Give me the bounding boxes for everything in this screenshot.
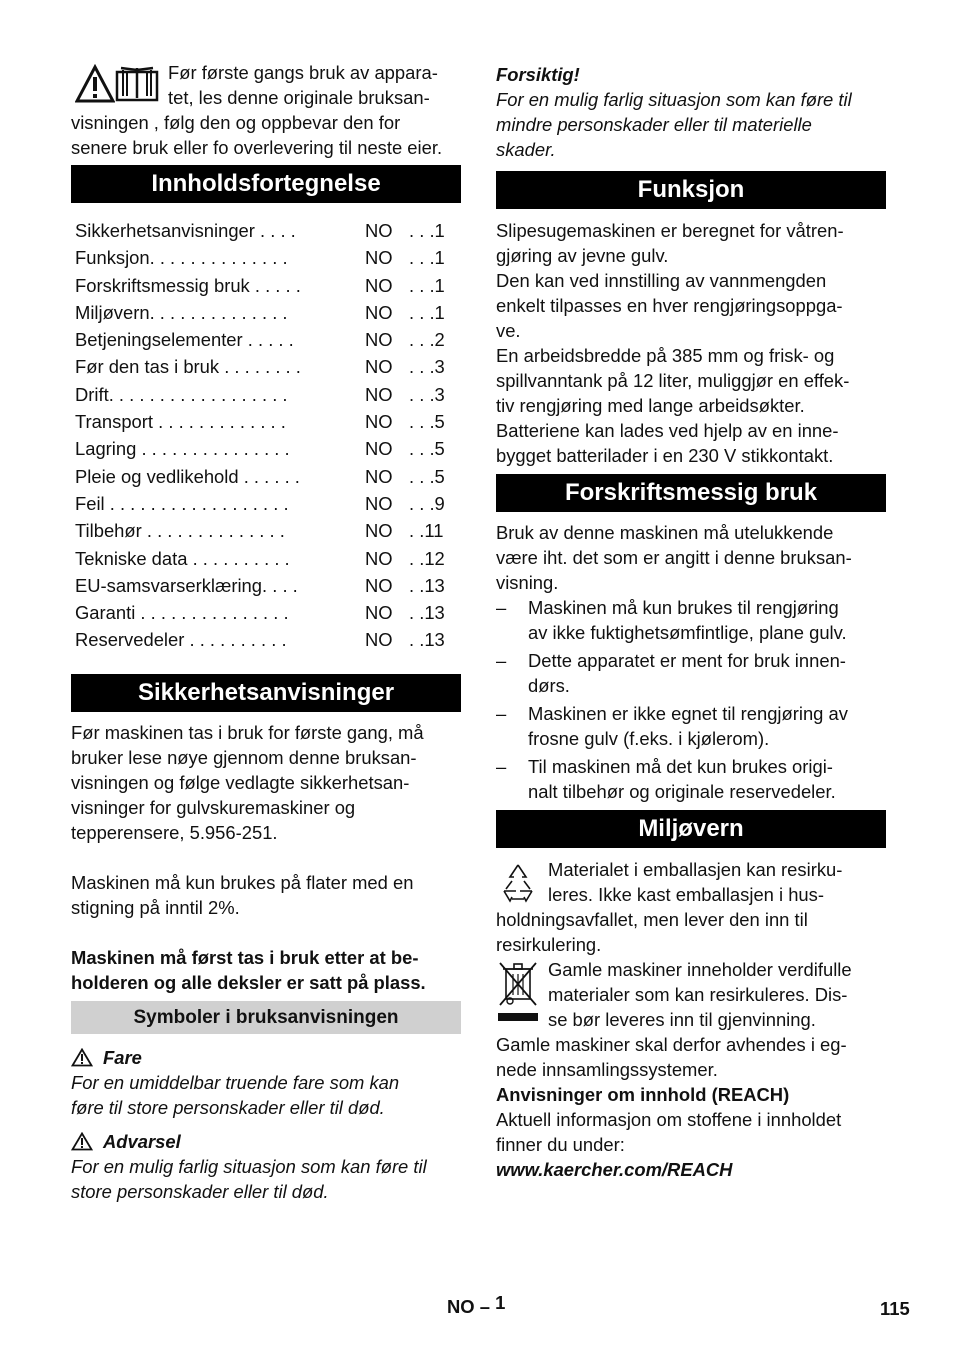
toc-entry-page: . .11 bbox=[409, 520, 444, 542]
footer-section: NO bbox=[447, 1296, 475, 1317]
intro-line-4: senere bruk eller fo overlevering til neste eier. bbox=[71, 137, 443, 158]
toc-entry-title: Forskriftsmessig bruk . . . . . bbox=[75, 274, 301, 296]
toc-entry-page: . . .1 bbox=[409, 274, 445, 296]
toc-entry-lang: NO bbox=[365, 247, 393, 269]
toc-entry-lang: NO bbox=[365, 602, 393, 624]
proper-use-text bbox=[496, 520, 886, 807]
toc-entry[interactable] bbox=[75, 517, 461, 544]
text-line: leres. Ikke kast emballasjen i hus- bbox=[548, 884, 824, 905]
toc-entry-lang: NO bbox=[365, 465, 393, 487]
environment-heading: Miljøvern bbox=[496, 810, 886, 848]
text-line: Gamle maskiner skal derfor avhendes i eg- bbox=[496, 1034, 847, 1055]
danger-block bbox=[71, 1045, 461, 1120]
toc-entry-title: Funksjon. . . . . . . . . . . . . . bbox=[75, 247, 288, 269]
text-line: tepperensere, 5.956-251. bbox=[71, 822, 278, 843]
text-line: Maskinen må kun brukes på flater med en bbox=[71, 872, 414, 893]
safety-paragraph-1 bbox=[71, 720, 461, 845]
text-line: resirkulering. bbox=[496, 934, 602, 955]
safety-paragraph-3 bbox=[71, 945, 461, 995]
text-line: Den kan ved innstilling av vannmengden bbox=[496, 270, 827, 291]
toc-entry[interactable] bbox=[75, 381, 461, 408]
text-line: Bruk av denne maskinen må utelukkende bbox=[496, 522, 834, 543]
list-item bbox=[496, 754, 886, 804]
toc-entry-title: Reservedeler . . . . . . . . . . bbox=[75, 629, 287, 651]
footer-page-number: 115 bbox=[880, 1298, 910, 1319]
toc-entry[interactable] bbox=[75, 353, 461, 380]
toc-entry-page: . .13 bbox=[409, 629, 445, 651]
text-line: bruker lese nøye gjennom denne bruksan- bbox=[71, 747, 417, 768]
text-line: mindre personskader eller til materielle bbox=[496, 114, 812, 135]
text-line: enkelt tilpasses en hver rengjøringsoppga- bbox=[496, 295, 843, 316]
warning-triangle-icon bbox=[71, 1132, 93, 1151]
toc-entry[interactable] bbox=[75, 326, 461, 353]
toc-entry-title: Transport . . . . . . . . . . . . . bbox=[75, 411, 286, 433]
text-line: visninger for gulvskuremaskiner og bbox=[71, 797, 356, 818]
toc-entry-lang: NO bbox=[365, 411, 393, 433]
function-heading: Funksjon bbox=[496, 171, 886, 209]
list-item-line: Maskinen må kun brukes til rengjøring bbox=[528, 597, 839, 618]
symbols-subheading: Symboler i bruksanvisningen bbox=[71, 1001, 461, 1034]
list-item-line: Dette apparatet er ment for bruk innen- bbox=[528, 650, 846, 671]
text-line: være iht. det som er angitt i denne bruksan- bbox=[496, 547, 852, 568]
toc-entry-title: Feil . . . . . . . . . . . . . . . . . . bbox=[75, 492, 289, 514]
text-line: store personskader eller til død. bbox=[71, 1181, 329, 1202]
list-item-line: nalt tilbehør og originale reservedeler. bbox=[528, 781, 836, 802]
toc-entry[interactable] bbox=[75, 408, 461, 435]
list-item bbox=[496, 701, 886, 751]
footer-local-page: 1 bbox=[495, 1292, 506, 1313]
toc-entry-title: Pleie og vedlikehold . . . . . . bbox=[75, 465, 300, 487]
text-line: tiv rengjøring med lange arbeidsøkter. bbox=[496, 395, 805, 416]
toc-entry-title: Betjeningselementer . . . . . bbox=[75, 329, 294, 351]
toc-entry-lang: NO bbox=[365, 438, 393, 460]
intro-line-3: visningen , følg den og oppbevar den for bbox=[71, 112, 401, 133]
text-line: Materialet i emballasjen kan resirku- bbox=[548, 859, 843, 880]
text-line: For en mulig farlig situasjon som kan føre til bbox=[496, 89, 852, 110]
toc-entry-lang: NO bbox=[365, 574, 393, 596]
toc-entry-page: . . .5 bbox=[409, 465, 445, 487]
toc-entry-page: . . .9 bbox=[409, 492, 445, 514]
toc-entry-title: Miljøvern. . . . . . . . . . . . . . bbox=[75, 301, 288, 323]
recycle-block bbox=[496, 857, 886, 957]
text-line: holdningsavfallet, men lever den inn til bbox=[496, 909, 808, 930]
reach-title: Anvisninger om innhold (REACH) bbox=[496, 1084, 790, 1105]
weee-block bbox=[496, 957, 886, 1082]
toc-entry[interactable] bbox=[75, 545, 461, 572]
toc-entry-page: . . .5 bbox=[409, 438, 445, 460]
text-line: Før maskinen tas i bruk for første gang, må bbox=[71, 722, 424, 743]
toc-entry-page: . . .1 bbox=[409, 220, 445, 241]
manual-book-icon bbox=[115, 64, 159, 104]
proper-use-heading: Forskriftsmessig bruk bbox=[496, 474, 886, 512]
toc-entry[interactable] bbox=[75, 244, 461, 271]
caution-label: Forsiktig! bbox=[496, 64, 580, 85]
recycle-icon bbox=[496, 861, 540, 905]
list-item bbox=[496, 595, 886, 645]
footer-section-label bbox=[447, 1292, 506, 1318]
caution-text bbox=[496, 87, 886, 162]
toc-entry[interactable] bbox=[75, 299, 461, 326]
list-item-line: Maskinen er ikke egnet til rengjøring av bbox=[528, 703, 848, 724]
list-dash: – bbox=[496, 756, 507, 777]
toc-entry-lang: NO bbox=[365, 383, 393, 405]
toc-entry[interactable] bbox=[75, 435, 461, 462]
warning-block bbox=[71, 1129, 461, 1204]
toc-entry-title: Tekniske data . . . . . . . . . . bbox=[75, 547, 290, 569]
intro-line-2: tet, les denne originale bruksan- bbox=[168, 87, 430, 108]
safety-paragraph-2 bbox=[71, 870, 461, 920]
danger-text bbox=[71, 1070, 461, 1120]
intro-block bbox=[71, 60, 461, 160]
toc-entry-lang: NO bbox=[365, 520, 393, 542]
text-line: Aktuell informasjon om stoffene i innholdet bbox=[496, 1109, 842, 1130]
recycle-text bbox=[496, 857, 886, 957]
text-line: ve. bbox=[496, 320, 521, 341]
reach-link[interactable]: www.kaercher.com/REACH bbox=[496, 1159, 733, 1180]
safety-heading: Sikkerhetsanvisninger bbox=[71, 674, 461, 712]
toc-entry-page: . .13 bbox=[409, 602, 445, 624]
text-line: finner du under: bbox=[496, 1134, 625, 1155]
toc-entry-lang: NO bbox=[365, 356, 393, 378]
warning-label: Advarsel bbox=[103, 1131, 181, 1152]
toc-entry-title: Tilbehør . . . . . . . . . . . . . . bbox=[75, 520, 285, 542]
function-text bbox=[496, 218, 886, 468]
toc-entry-title: EU-samsvarserklæring. . . . bbox=[75, 574, 298, 596]
list-dash: – bbox=[496, 703, 507, 724]
toc-entry-title: Drift. . . . . . . . . . . . . . . . . . bbox=[75, 383, 288, 405]
intro-icons bbox=[71, 60, 161, 106]
danger-label: Fare bbox=[103, 1047, 142, 1068]
crossed-out-bin-icon bbox=[496, 959, 540, 1029]
toc-entry-page: . . .2 bbox=[409, 329, 445, 351]
toc-entry-title: Lagring . . . . . . . . . . . . . . . bbox=[75, 438, 290, 460]
toc-heading: Innholdsfortegnelse bbox=[71, 165, 461, 203]
text-line: For en mulig farlig situasjon som kan føre til bbox=[71, 1156, 427, 1177]
danger-label-line bbox=[71, 1045, 461, 1070]
warning-label-line bbox=[71, 1129, 461, 1154]
toc-entry-page: . .12 bbox=[409, 547, 445, 569]
toc-entry[interactable] bbox=[75, 217, 461, 244]
warning-triangle-icon bbox=[71, 1048, 93, 1067]
toc-entry[interactable] bbox=[75, 490, 461, 517]
text-line: Batteriene kan lades ved hjelp av en inne- bbox=[496, 420, 839, 441]
intro-line-1: Før første gangs bruk av appara- bbox=[168, 62, 438, 83]
text-line: gjøring av jevne gulv. bbox=[496, 245, 669, 266]
text-line: se bør leveres inn til gjenvinning. bbox=[548, 1009, 816, 1030]
text-line: For en umiddelbar truende fare som kan bbox=[71, 1072, 400, 1093]
list-item-line: dørs. bbox=[528, 675, 570, 696]
text-line: visning. bbox=[496, 572, 559, 593]
toc-entry-title: Sikkerhetsanvisninger . . . . bbox=[75, 220, 296, 241]
list-dash: – bbox=[496, 650, 507, 671]
toc-entry-lang: NO bbox=[365, 492, 393, 514]
toc-entry-lang: NO bbox=[365, 220, 393, 241]
toc-entry-lang: NO bbox=[365, 329, 393, 351]
caution-block bbox=[496, 62, 886, 162]
toc-entry-lang: NO bbox=[365, 629, 393, 651]
list-item-line: av ikke fuktighetsømfintlige, plane gulv. bbox=[528, 622, 847, 643]
toc-entry[interactable] bbox=[75, 463, 461, 490]
toc-entry[interactable] bbox=[75, 626, 461, 653]
text-line: føre til store personskader eller til død. bbox=[71, 1097, 385, 1118]
text-line: spillvanntank på 12 liter, muliggjør en effek- bbox=[496, 370, 850, 391]
list-dash: – bbox=[496, 597, 507, 618]
toc-entry-page: . .13 bbox=[409, 574, 445, 596]
toc-entry-lang: NO bbox=[365, 301, 393, 323]
text-line: Slipesugemaskinen er beregnet for våtren- bbox=[496, 220, 844, 241]
toc-entry-lang: NO bbox=[365, 274, 393, 296]
reach-block bbox=[496, 1082, 886, 1182]
text-line: skader. bbox=[496, 139, 556, 160]
toc-entry-title: Garanti . . . . . . . . . . . . . . . bbox=[75, 602, 289, 624]
weee-text bbox=[496, 957, 886, 1082]
toc-entry[interactable] bbox=[75, 572, 461, 599]
text-line: visningen og følge vedlagte sikkerhetsan- bbox=[71, 772, 410, 793]
toc-entry-page: . . .1 bbox=[409, 247, 445, 269]
warning-triangle-icon bbox=[75, 64, 115, 104]
text-line: bygget batterilader i en 230 V stikkontakt. bbox=[496, 445, 834, 466]
reach-text bbox=[496, 1107, 886, 1157]
table-of-contents bbox=[75, 217, 461, 654]
text-line: En arbeidsbredde på 385 mm og frisk- og bbox=[496, 345, 835, 366]
toc-entry[interactable] bbox=[75, 272, 461, 299]
footer-separator: – bbox=[479, 1296, 490, 1317]
text-line: Gamle maskiner inneholder verdifulle bbox=[548, 959, 852, 980]
list-item-line: Til maskinen må det kun brukes origi- bbox=[528, 756, 833, 777]
toc-entry-title: Før den tas i bruk . . . . . . . . bbox=[75, 356, 301, 378]
toc-entry[interactable] bbox=[75, 599, 461, 626]
text-line: nede innsamlingssystemer. bbox=[496, 1059, 718, 1080]
text-line: Maskinen må først tas i bruk etter at be- bbox=[71, 947, 419, 968]
toc-entry-page: . . .5 bbox=[409, 411, 445, 433]
list-item bbox=[496, 648, 886, 698]
toc-entry-page: . . .3 bbox=[409, 383, 445, 405]
toc-entry-page: . . .1 bbox=[409, 301, 445, 323]
warning-text bbox=[71, 1154, 461, 1204]
text-line: holderen og alle deksler er satt på plass. bbox=[71, 972, 426, 993]
list-item-line: frosne gulv (f.eks. i kjølerom). bbox=[528, 728, 770, 749]
text-line: materialer som kan resirkuleres. Dis- bbox=[548, 984, 848, 1005]
text-line: stigning på inntil 2%. bbox=[71, 897, 240, 918]
toc-entry-lang: NO bbox=[365, 547, 393, 569]
toc-entry-page: . . .3 bbox=[409, 356, 445, 378]
